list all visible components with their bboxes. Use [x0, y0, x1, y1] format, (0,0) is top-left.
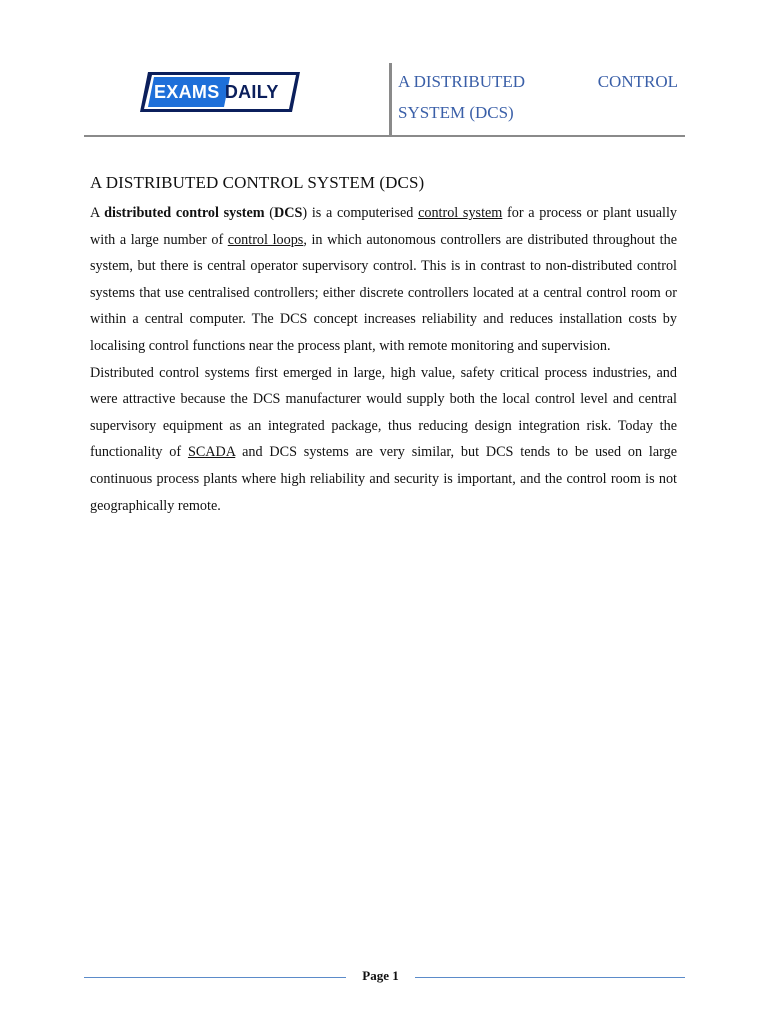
logo-word-daily: DAILY: [224, 82, 279, 102]
paragraph-2: [90, 360, 677, 520]
document-body: [90, 200, 677, 519]
header-title-line2: SYSTEM (DCS): [398, 103, 514, 122]
link-scada[interactable]: SCADA: [187, 444, 236, 461]
page-footer: [84, 966, 685, 988]
p1-text-3: ) is a computerised: [302, 205, 419, 221]
paragraph-1: [90, 200, 677, 360]
logo-word-exams: EXAMS: [154, 82, 220, 102]
term-dcs: DCS: [274, 205, 303, 221]
exams-daily-logo: [138, 70, 304, 114]
header-rule: [84, 135, 685, 137]
document-heading: A DISTRIBUTED CONTROL SYSTEM (DCS): [90, 173, 425, 192]
footer-rule-left: [84, 977, 346, 978]
header-title-line1-left: A DISTRIBUTED: [398, 72, 526, 91]
link-control-system[interactable]: control system: [418, 205, 503, 221]
p2-text-2: and DCS systems are very similar, but DCS tends to be used on large continuous process plants where high reliability and security is important, and the control room is not geographically remote.: [90, 444, 677, 514]
term-distributed-control-system: distributed control system: [104, 205, 265, 221]
p1-text-5: , in which autonomous controllers are distributed throughout the system, but there is central operator supervisory control. This is in contrast to non-distributed control systems that use centralised controllers; either discrete controllers located at a central control room or within a central computer. The DCS concept increases reliability and reduces installation costs by localising control functions near the process plant, with remote monitoring and supervision.: [90, 231, 677, 354]
footer-rule-right: [415, 977, 685, 978]
p1-text-2: (: [264, 205, 275, 221]
p1-text-1: A: [90, 205, 105, 221]
link-control-loops[interactable]: control loops: [227, 231, 304, 248]
header-title-line1-right: CONTROL: [597, 72, 678, 91]
page-number: Page 1: [362, 968, 399, 983]
p1-text-4: for a process or plant usually with a large number of: [90, 205, 677, 248]
logo-wordmark: [154, 82, 279, 103]
header-divider: [389, 63, 392, 135]
p2-text-1: Distributed control systems first emerged in large, high value, safety critical process industries, and were attractive because the DCS manufacturer would supply both the local control level and central supervisory equipment as an integrated package, thus reducing design integration risk. Today the functionality of: [90, 364, 677, 461]
header-title: [398, 66, 678, 128]
